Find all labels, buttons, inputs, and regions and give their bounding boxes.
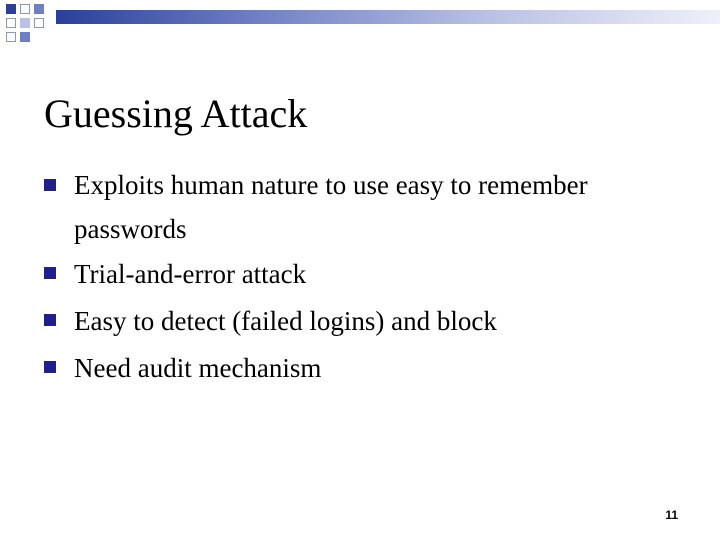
header-decoration xyxy=(0,0,720,48)
square-bullet-icon xyxy=(44,179,56,191)
header-gradient-bar xyxy=(56,10,720,24)
square-bullet-icon xyxy=(44,267,56,279)
page-number: 11 xyxy=(665,508,678,522)
square-bullet-icon xyxy=(44,361,56,373)
decor-square xyxy=(20,32,30,42)
bullet-item xyxy=(44,163,694,251)
decor-square xyxy=(20,4,30,14)
bullet-text: Trial-and-error attack xyxy=(74,259,307,289)
bullet-text: Need audit mechanism xyxy=(74,353,322,383)
bullet-text: Easy to detect (failed logins) and block xyxy=(74,306,497,336)
decor-square xyxy=(34,18,44,28)
bullet-item xyxy=(44,251,694,298)
square-bullet-icon xyxy=(44,314,56,326)
slide-title: Guessing Attack xyxy=(44,91,308,136)
decor-square xyxy=(6,18,16,28)
decor-square xyxy=(6,32,16,42)
bullet-list xyxy=(44,163,694,392)
decor-square xyxy=(34,4,44,14)
decor-square xyxy=(6,4,16,14)
bullet-item xyxy=(44,345,694,392)
bullet-item xyxy=(44,298,694,345)
decor-square xyxy=(20,18,30,28)
bullet-text: Exploits human nature to use easy to remember passwords xyxy=(74,170,588,244)
